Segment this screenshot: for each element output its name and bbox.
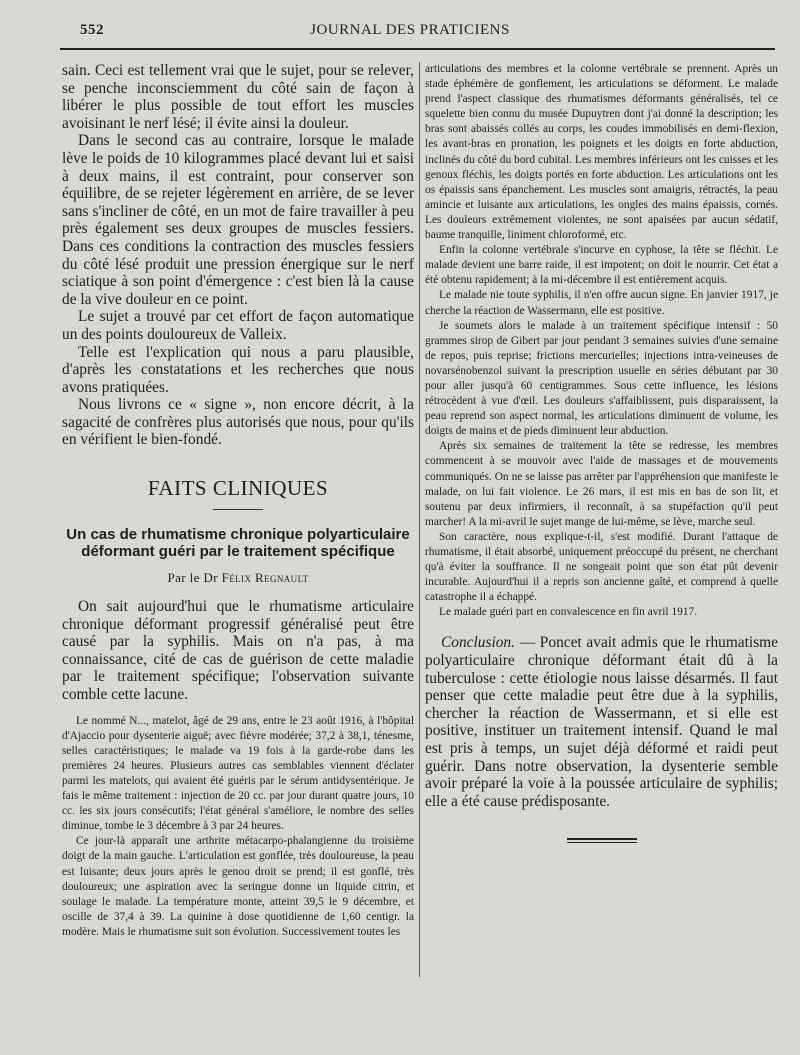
observation-paragraph: Je soumets alors le malade à un traitement spécifique intensif : 50 grammes sirop de Gibert par jour pendant 3 semaines suivies d'une semaine de repos, puis reprise; frictions mercurielles; injections intra-veineuses de novarsénobenzol suivant la prescription usuelle en séries débutant par 30 pour aller jusqu'à 60 centigrammes. Sous cette influence, les lésions rétrocèdent à vue d'œil. Les douleurs s'affaiblissent, puis disparaissent, la peau reprend son aspect normal, les articulations diminuent de volume, les doigts de mains et de pieds diminuent leur abduction. <box>425 319 778 438</box>
observation-paragraph: Son caractère, nous explique-t-il, s'est modifié. Durant l'attaque de rhumatisme, il était absorbé, uniquement préoccupé du présent, ne cherchant qu'à éviter la souffrance. Il ne songeait point que son état pût devenir incurable. Aujourd'hui il a repris son ancienne gaîté, et comprend à quelle catastrophe il a échappé. <box>425 530 778 604</box>
right-column <box>425 62 778 843</box>
end-rule <box>567 838 637 843</box>
observation-paragraph: articulations des membres et la colonne vertébrale se prennent. Après un stade éphémère de gonflement, les articulations se déforment. Le malade prend l'aspect classique des rhumatismes déformants généralisés, tel ce squelette bien connu du musée Dupuytren dont j'ai donné la description; les bras sont abaissés collés au corps, les coudes immobilisés en demi-flexion, les avant-bras en pronation, les poignets et les doigts en forte abduction, inclinés du côté du bord cubital. Les membres inférieurs ont les cuisses et les genoux fléchis, les doigts portés en forte abduction. Les articulations ont les os épaissis sans épanchement. Les muscles sont amaigris, rétractés, la peau amincie et luisante aux articulations, les ongles des mains épaissis, cornés. Les douleurs extrêmement violentes, ne sont apaisées par aucun sédatif, baume tranquille, liniment chloroformé, etc. <box>425 63 778 242</box>
observation-paragraph: Ce jour-là apparaît une arthrite métacarpo-phalangienne du troisième doigt de la main gauche. L'articulation est gonflée, très douloureuse, la peau est luisante; deux jours après le genou droit se prend; il est gonflé, très douloureux; une aspiration avec la seringue donne un liquide citrin, et soulage le malade. La température monte, atteint 39,5 le 9 décembre, et oscille de 37,4 à 39. La quinine à dose quotidienne de 1,60 centigr. la modère. Mais le rhumatisme suit son évolution. Successivement toutes les <box>62 835 414 938</box>
paragraph: sain. Ceci est tellement vrai que le sujet, pour se relever, se penche inconsciemment du côté sain de façon à libérer le plus possible de tout effort les muscles avoisinant le nerf lésé; il évite ainsi la douleur. <box>62 62 414 132</box>
section-divider <box>213 509 263 510</box>
byline <box>62 570 414 586</box>
paragraph: Nous livrons ce « signe », non encore décrit, à la sagacité de confrères plus autorisés que nous, pour qu'ils en vérifient le bien-fondé. <box>62 396 414 449</box>
observation-paragraph: Après six semaines de traitement la tête se redresse, les membres commencent à se mouvoir avec l'aide de massages et de mouvements communiqués. On ne se laisse pas arrêter par l'appréhension que manifeste le malade, on lui fait violence. Le 26 mars, il est mis en bas de son lit, et soutenu par deux infirmiers, il reconnaît, à sa stupéfaction qu'il peut marcher! A la mi-avril le sujet mange de lui-même, se lève, marche seul. <box>425 440 778 528</box>
article-title: Un cas de rhumatisme chronique polyarticulaire déformant guéri par le traitement spécifique <box>66 526 410 561</box>
running-title: JOURNAL DES PRATICIENS <box>310 22 510 38</box>
conclusion-paragraph <box>425 634 778 810</box>
conclusion-label: Conclusion. <box>441 634 515 652</box>
paragraph: Le sujet a trouvé par cet effort de façon automatique un des points douloureux de Valleix. <box>62 308 414 343</box>
observation-paragraph: Le malade guéri part en convalescence en fin avril 1917. <box>439 606 698 619</box>
page-number: 552 <box>80 22 104 38</box>
conclusion-text: — Poncet avait admis que le rhumatisme polyarticulaire chronique déformant était dû à la tuberculose : cette étiologie nous laisse désarmés. Il faut penser que cette maladie peut être due à la syphilis, chercher la réaction de Wassermann, et si elle est positive, instituer un traitement intensif. Quand le mal est pris à temps, un sujet déjà déformé et raidi peut guérir. Dans notre observation, la dysenterie semble avoir préparé la voie à la poussée articulaire de syphilis; elle a été cause prédisposante. <box>425 634 778 810</box>
page-header <box>60 22 760 44</box>
observation-paragraph: Enfin la colonne vertébrale s'incurve en cyphose, la tête se fléchit. Le malade devient une barre raide, il est impotent; on doit le nourrir. Cet état a été obtenu rapidement; à la mi-décembre il est entièrement acquis. <box>425 244 778 287</box>
header-rule <box>60 48 775 50</box>
paragraph: Dans le second cas au contraire, lorsque le malade lève le poids de 10 kilogrammes placé devant lui et saisi à deux mains, il est contraint, pour conserver son équilibre, de se rejeter légèrement en arrière, de se lever sans s'incliner de côté, en un mot de faire travailler à peu près également ses deux groupes de muscles fessiers. Dans ces conditions la contraction des muscles fessiers du côté lésé produit une pression énergique sur le nerf sciatique à son point d'émergence : c'est bien là la cause de la vive douleur en ce point. <box>62 132 414 308</box>
article-intro: On sait aujourd'hui que le rhumatisme articulaire chronique déformant progressif généralisé peut être causé par la syphilis. Mais on n'a pas, à ma connaissance, cité de cas de guérison de cette maladie par le traitement spécifique; l'observation suivante comble cette lacune. <box>62 598 414 704</box>
section-title: FAITS CLINIQUES <box>147 476 329 501</box>
observation-paragraph: Le nommé N..., matelot, âgé de 29 ans, entre le 23 août 1916, à l'hôpital d'Ajaccio pour dysenterie aiguë; avec fièvre modérée; 37,2 à 38,1, ténesme, selles caractéristiques; le malade va 19 fois à la garde-robe dans les premières 24 heures. Plusieurs autres cas semblables viennent d'éclater parmi les matelots, qui avaient été guéris par le sérum antidysentérique. Je fais le même traitement : injection de 20 cc. par jour durant quatre jours, 10 cc. les six jours consécutifs; l'état général s'améliore, le nombre des selles diminue, tombe le 3 décembre à 3 par 24 heures. <box>62 714 414 833</box>
column-divider <box>419 62 420 977</box>
observation-paragraph: Le malade nie toute syphilis, il n'en offre aucun signe. En janvier 1917, je cherche la réaction de Wassermann, elle est positive. <box>425 289 778 317</box>
paragraph: Telle est l'explication qui nous a paru plausible, d'après les constatations et les recherches que nous avons pratiquées. <box>62 343 414 396</box>
left-column <box>62 62 414 940</box>
author-name: Félix Regnault <box>221 570 309 586</box>
byline-prefix: Par le Dr <box>167 570 218 586</box>
